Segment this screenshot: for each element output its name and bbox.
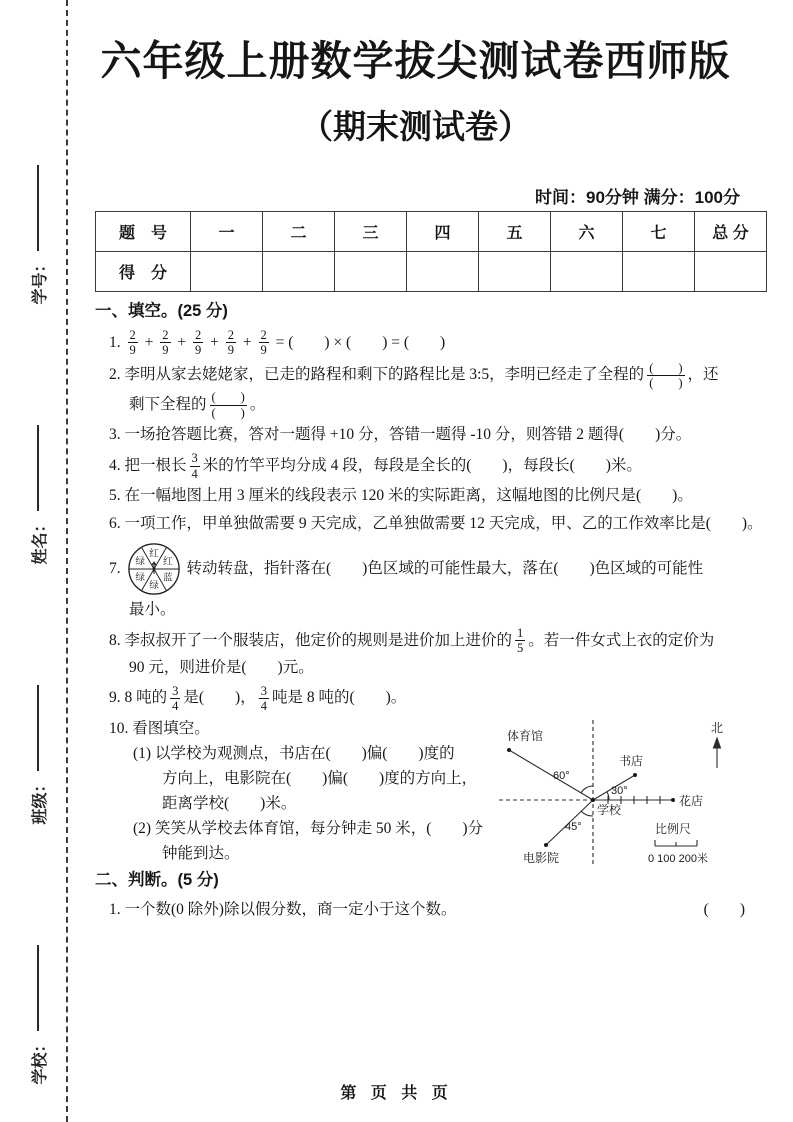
page-footer: 第 页 共 页 (340, 1085, 453, 1102)
question-text: + (140, 333, 158, 351)
bookstore-dot (633, 773, 637, 777)
score-table (95, 211, 767, 292)
cinema-label: 电影院 (523, 851, 560, 866)
question-text: 90 元，则进价是( )元。 (129, 658, 314, 676)
fraction: $\frac{2}{9}$ (260, 327, 267, 358)
paper-subtitle: （期末测试卷） (300, 108, 531, 145)
score-column-header: 总 分 (695, 212, 767, 252)
class-label: 班级： (31, 776, 49, 825)
question-text: = ( ) × ( ) = ( ) (271, 333, 446, 351)
student-name-blank-line (37, 426, 39, 512)
question-text: 5. 在一幅地图上用 3 厘米的线段表示 120 米的实际距离，这幅地图的比例尺是( )。 (109, 487, 693, 505)
spinner-sector-label: 绿 (134, 572, 145, 584)
class-blank-line (37, 686, 39, 772)
score-row-label: 得 分 (96, 252, 191, 292)
question-text: + (173, 333, 190, 351)
question-line (109, 484, 745, 509)
north-arrow-head (714, 738, 721, 748)
angle-60-label: 60° (553, 770, 570, 783)
question-text: + (206, 333, 223, 351)
question-10 (95, 716, 745, 866)
angle-arc-45 (581, 811, 593, 816)
question-text: 距离学校( )米。 (162, 794, 297, 812)
student-id-label: 学号： (31, 256, 49, 305)
question-text: 10. 看图填空。 (109, 719, 210, 737)
spinner-sector-label: 绿 (148, 580, 159, 592)
question-text: 最小。 (129, 601, 176, 619)
angle-30-label: 30° (611, 785, 628, 798)
score-column-header: 三 (335, 212, 407, 252)
gym-label: 体育馆 (507, 729, 544, 744)
question-text: 是( )， (183, 689, 256, 707)
paper-title: 六年级上册数学拔尖测试卷西师版 (100, 38, 731, 84)
question-text: + (239, 333, 256, 351)
fraction: $\frac{1}{5}$ (517, 625, 524, 656)
score-cell (407, 252, 479, 292)
question (95, 684, 745, 714)
question (95, 423, 745, 448)
question-text: 米的竹竿平均分成 4 段，每段是全长的( )，每段长( )米。 (202, 456, 642, 474)
score-cell (551, 252, 623, 292)
judge-question-text: 1. 一个数(0 除外)除以假分数，商一定小于这个数。 (109, 900, 457, 918)
question-text: 。 (249, 396, 266, 414)
question-text: 剩下全程的 (129, 396, 207, 414)
student-name-field (27, 405, 49, 585)
class-field (27, 665, 49, 845)
fraction: $\frac{2}{9}$ (195, 327, 202, 358)
spinner-sector-label: 绿 (134, 556, 145, 568)
section1-questions (95, 327, 763, 714)
angle-45-label: 45° (565, 821, 582, 834)
student-id-field (27, 145, 49, 325)
spinner-sector-label: 红 (148, 548, 159, 560)
fraction: $\frac{2}{9}$ (227, 327, 234, 358)
score-column-header: 四 (407, 212, 479, 252)
fraction: $\frac{( )}{( )}$ (211, 390, 245, 420)
question-text: 转动转盘，指针落在( )色区域的可能性最大，落在( )色区域的可能性 (186, 559, 704, 577)
question-text: 7. (109, 559, 125, 577)
angle-arc-60 (581, 786, 593, 793)
section2-heading: 二、判断。(5 分) (95, 871, 219, 890)
question (95, 328, 745, 358)
question (95, 451, 745, 481)
question-line (109, 361, 745, 391)
school-blank-line (37, 946, 39, 1032)
question (95, 540, 745, 623)
question-line (109, 390, 745, 420)
score-column-header: 五 (479, 212, 551, 252)
fraction: $\frac{( )}{( )}$ (649, 360, 683, 391)
question-line (109, 684, 745, 714)
question-text: 8. 李叔叔开了一个服装店，他定价的规则是进价加上进价的 (109, 631, 513, 649)
score-column-header: 七 (623, 212, 695, 252)
score-cell (623, 252, 695, 292)
school-dot (591, 798, 595, 802)
question-text: 2. 李明从家去姥姥家，已走的路程和剩下的路程比是 3:5，李明已经走了全程的 (109, 366, 645, 384)
score-table-score-row (96, 252, 767, 292)
question-text: 9. 8 吨的 (109, 689, 168, 707)
question (95, 361, 745, 421)
school-field (27, 925, 49, 1105)
spinner-sector-label: 红 (162, 556, 173, 568)
cinema-dot (544, 843, 548, 847)
question-line (109, 423, 745, 448)
question-line (109, 451, 745, 481)
fraction: $\frac{2}{9}$ (129, 327, 136, 358)
question-line (109, 598, 745, 623)
question-line (109, 626, 745, 656)
question-text: (1) 以学校为观测点，书店在( )偏( )度的 (133, 744, 455, 762)
question-text: (2) 笑笑从学校去体育馆，每分钟走 50 米，( )分 (133, 819, 484, 837)
fraction: $\frac{3}{4}$ (191, 451, 198, 481)
fraction: $\frac{3}{4}$ (172, 683, 179, 714)
ray-to-gym (509, 750, 593, 800)
question-text: 钟能到达。 (162, 844, 240, 862)
score-cell (191, 252, 263, 292)
score-header-label: 题 号 (96, 212, 191, 252)
question (95, 484, 745, 509)
score-cell (695, 252, 767, 292)
score-column-header: 二 (263, 212, 335, 252)
spinner-sector-label: 蓝 (162, 572, 173, 584)
question (95, 512, 763, 537)
question-line (109, 656, 745, 681)
scale-label: 比例尺 (655, 822, 692, 837)
scale-values: 0 100 200米 (648, 853, 708, 866)
seal-dashed-line (66, 0, 68, 1122)
student-name-label: 姓名： (31, 516, 49, 565)
student-id-blank-line (37, 166, 39, 252)
question-text: 3. 一场抢答题比赛，答对一题得 +10 分，答错一题得 -10 分，则答错 2 题得( )分。 (109, 426, 692, 444)
question-text: ，还 (687, 366, 719, 384)
score-table-header-row (96, 212, 767, 252)
school-label: 学校 (597, 803, 622, 818)
north-label: 北 (711, 721, 724, 736)
score-column-header: 一 (191, 212, 263, 252)
score-column-header: 六 (551, 212, 623, 252)
direction-map-diagram (493, 712, 747, 874)
score-cell (263, 252, 335, 292)
question-text: 6. 一项工作，甲单独做需要 9 天完成，乙单独做需要 12 天完成，甲、乙的工作效率比是( )。 (109, 515, 763, 533)
fraction: $\frac{3}{4}$ (260, 683, 267, 714)
spinner-wheel-icon (127, 541, 181, 597)
question-text: 。若一件女式上衣的定价为 (528, 631, 715, 649)
question-text: 4. 把一根长 (109, 456, 187, 474)
judge-question-1 (95, 897, 745, 922)
question-text: 1. (109, 333, 125, 351)
flower-shop-label: 花店 (679, 794, 704, 809)
question-text: 方向上，电影院在( )偏( )度的方向上， (162, 769, 478, 787)
bookstore-label: 书店 (619, 754, 644, 769)
question-line (109, 540, 745, 598)
question-line (109, 328, 745, 358)
flower-shop-dot (671, 798, 675, 802)
question (95, 626, 745, 681)
gym-dot (507, 748, 511, 752)
section1-heading: 一、填空。(25 分) (95, 302, 228, 320)
judge-answer-blank: ( ) (703, 900, 745, 918)
score-cell (479, 252, 551, 292)
time-and-score-info: 时间：90分钟 满分：100分 (535, 188, 740, 207)
question-line (109, 512, 763, 537)
score-cell (335, 252, 407, 292)
fraction: $\frac{2}{9}$ (162, 327, 169, 358)
school-label: 学校： (31, 1036, 49, 1085)
questions-area (95, 297, 763, 922)
question-text: 吨是 8 吨的( )。 (271, 689, 407, 707)
